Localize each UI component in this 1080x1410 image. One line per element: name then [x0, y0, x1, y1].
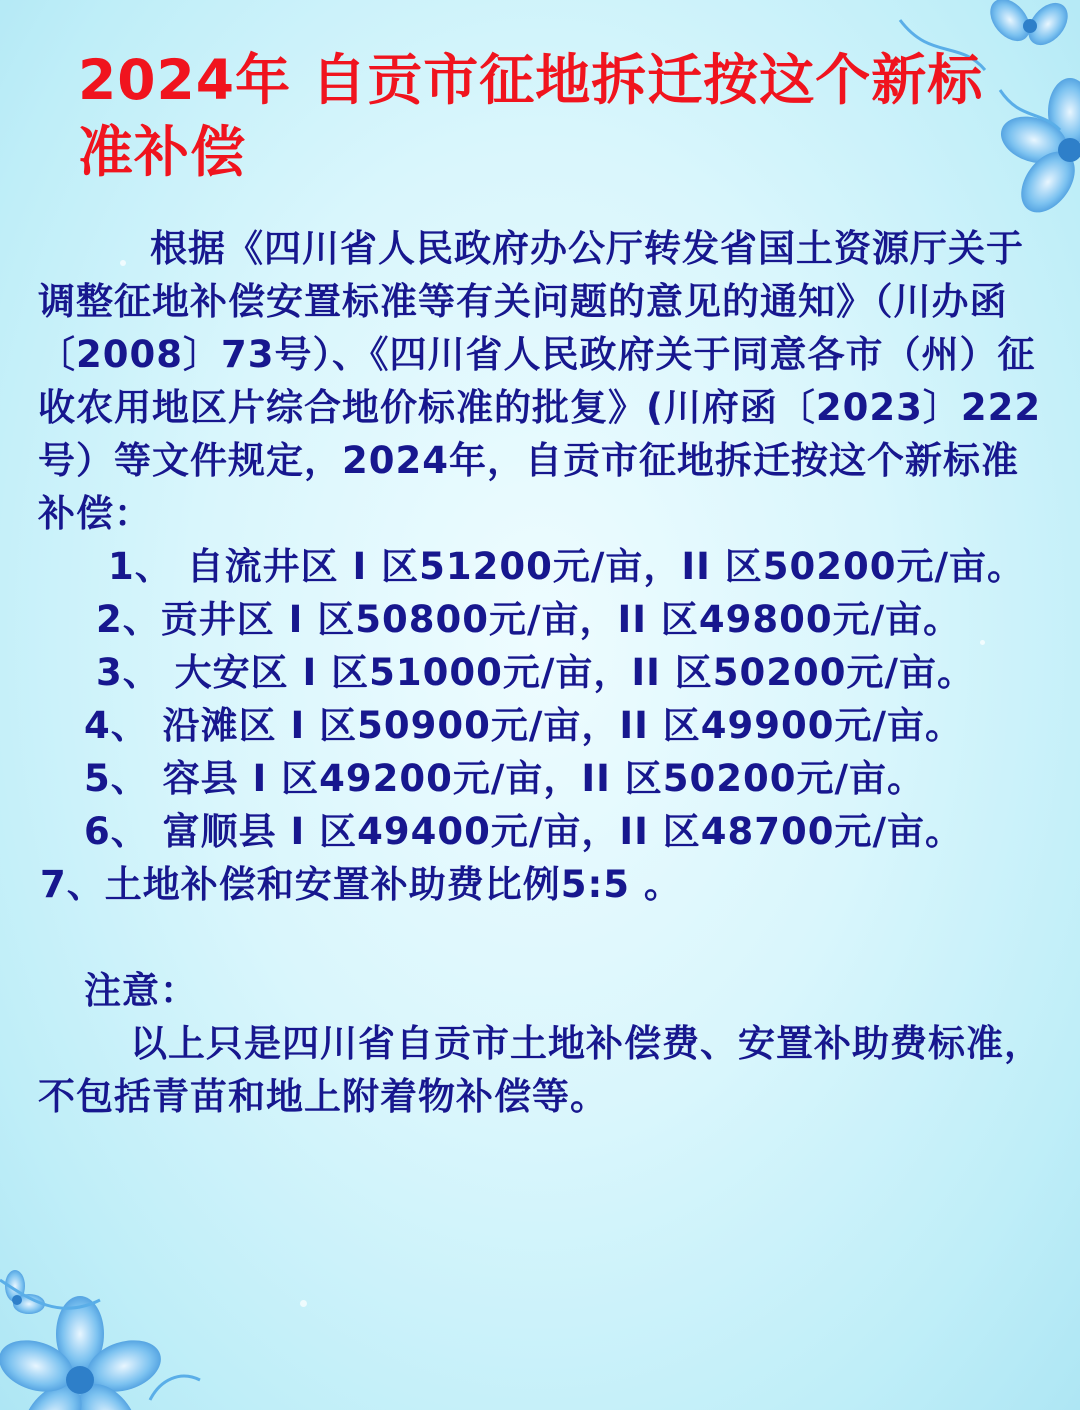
flower-bottom-left-icon	[0, 1270, 200, 1410]
list-item: 3、 大安区 I 区51000元/亩，II 区50200元/亩。	[96, 651, 976, 694]
intro-paragraph: 根据《四川省人民政府办公厅转发省国土资源厅关于调整征地补偿安置标准等有关问题的意见的通知》（川办函〔2008〕73号）、《四川省人民政府关于同意各市（州）征收农用地区片综合地价标准的批复》(川府函〔2023〕222号）等文件规定，2024年，自贡市征地拆迁按这个新标准补偿：	[38, 227, 1042, 535]
list-item: 6、 富顺县 I 区49400元/亩，II 区48700元/亩。	[84, 810, 964, 853]
page-title: 2024年 自贡市征地拆迁按这个新标准补偿	[78, 48, 984, 184]
list-item: 1、 自流井区 I 区51200元/亩，II 区50200元/亩。	[108, 545, 1026, 588]
list-item: 5、 容县 I 区49200元/亩，II 区50200元/亩。	[84, 757, 926, 800]
list-item: 4、 沿滩区 I 区50900元/亩，II 区49900元/亩。	[84, 704, 964, 747]
note-heading: 注意：	[84, 969, 198, 1012]
spacer	[38, 911, 1048, 964]
article-body	[38, 222, 1048, 1123]
list-item: 7、土地补偿和安置补助费比例5:5 。	[40, 863, 682, 906]
note-paragraph: 以上只是四川省自贡市土地补偿费、安置补助费标准，不包括青苗和地上附着物补偿等。	[38, 1022, 1042, 1118]
list-item: 2、贡井区 I 区50800元/亩，II 区49800元/亩。	[96, 598, 962, 641]
